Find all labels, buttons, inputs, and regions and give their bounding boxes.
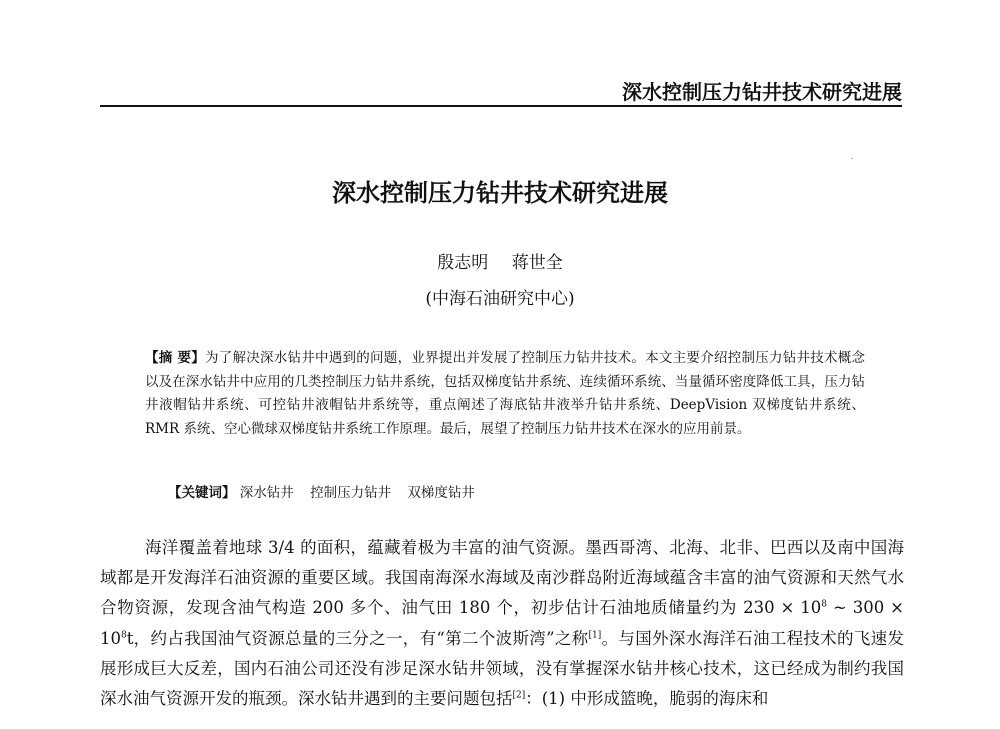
body-segment: t，约占我国油气资源总量的三分之一，有“第二个波斯湾”之称 — [126, 628, 589, 648]
running-header: 深水控制压力钻井技术研究进展 — [622, 80, 902, 104]
body-paragraph — [100, 533, 904, 714]
article-authors: 殷志明 蒋世全 — [437, 253, 563, 273]
exponent: 8 — [121, 630, 127, 641]
abstract-text: 为了解决深水钻井中遇到的问题，业界提出并发展了控制压力钻井技术。本文主要介绍控制压力钻井技术概念以及在深水钻井中应用的几类控制压力钻井系统，包括双梯度钻井系统、连续循环系统、当量循环密度降低工具，压力钻井液帽钻井系统、可控钻井液帽钻井系统等，重点阐述了海底钻井液举升钻井系统、DeepVision 双梯度钻井系统、RMR 系统、空心微球双梯度钻井系统工作原理。最后，展望了控制压力钻井技术在深水的应用前景。 — [145, 350, 866, 437]
keywords-label: 【关键词】 — [168, 485, 236, 501]
keyword-item: 控制压力钻井 — [310, 485, 392, 501]
abstract — [145, 347, 865, 441]
article-title: 深水控制压力钻井技术研究进展 — [332, 179, 668, 207]
scan-speck — [851, 158, 853, 159]
header-rule — [100, 105, 902, 107]
body-segment: ~ 300 × 10 — [100, 598, 904, 648]
citation-ref[interactable]: [1] — [588, 630, 602, 641]
body-segment: 。与国外深水海洋石油工程技术的飞速发展形成巨大反差，国内石油公司还没有涉足深水钻井领域，没有掌握深水钻井核心技术，这已经成为制约我国深水油气资源开发的瓶颈。深水钻井遇到的主要问题包括 — [100, 628, 904, 709]
keyword-item: 双梯度钻井 — [407, 485, 475, 501]
article-affiliation: (中海石油研究中心) — [425, 289, 575, 309]
body-segment: ：(1) 中形成篮晚，脆弱的海床和 — [525, 689, 769, 709]
abstract-label: 【摘 要】 — [145, 350, 205, 366]
citation-ref[interactable]: [2] — [512, 690, 526, 701]
keywords — [168, 481, 487, 501]
exponent: 8 — [821, 599, 828, 610]
keyword-item: 深水钻井 — [239, 485, 294, 501]
body-segment: 海洋覆盖着地球 3/4 的面积，蕴藏着极为丰富的油气资源。墨西哥湾、北海、北非、巴西以及南中国海域都是开发海洋石油资源的重要区域。我国南海深水海域及南沙群岛附近海域蕴含丰富的油气资源和天然气水合物资源，发现含油气构造 200 多个、油气田 180 个，初步估计石油地质储量约为 230 × 10 — [100, 538, 904, 618]
